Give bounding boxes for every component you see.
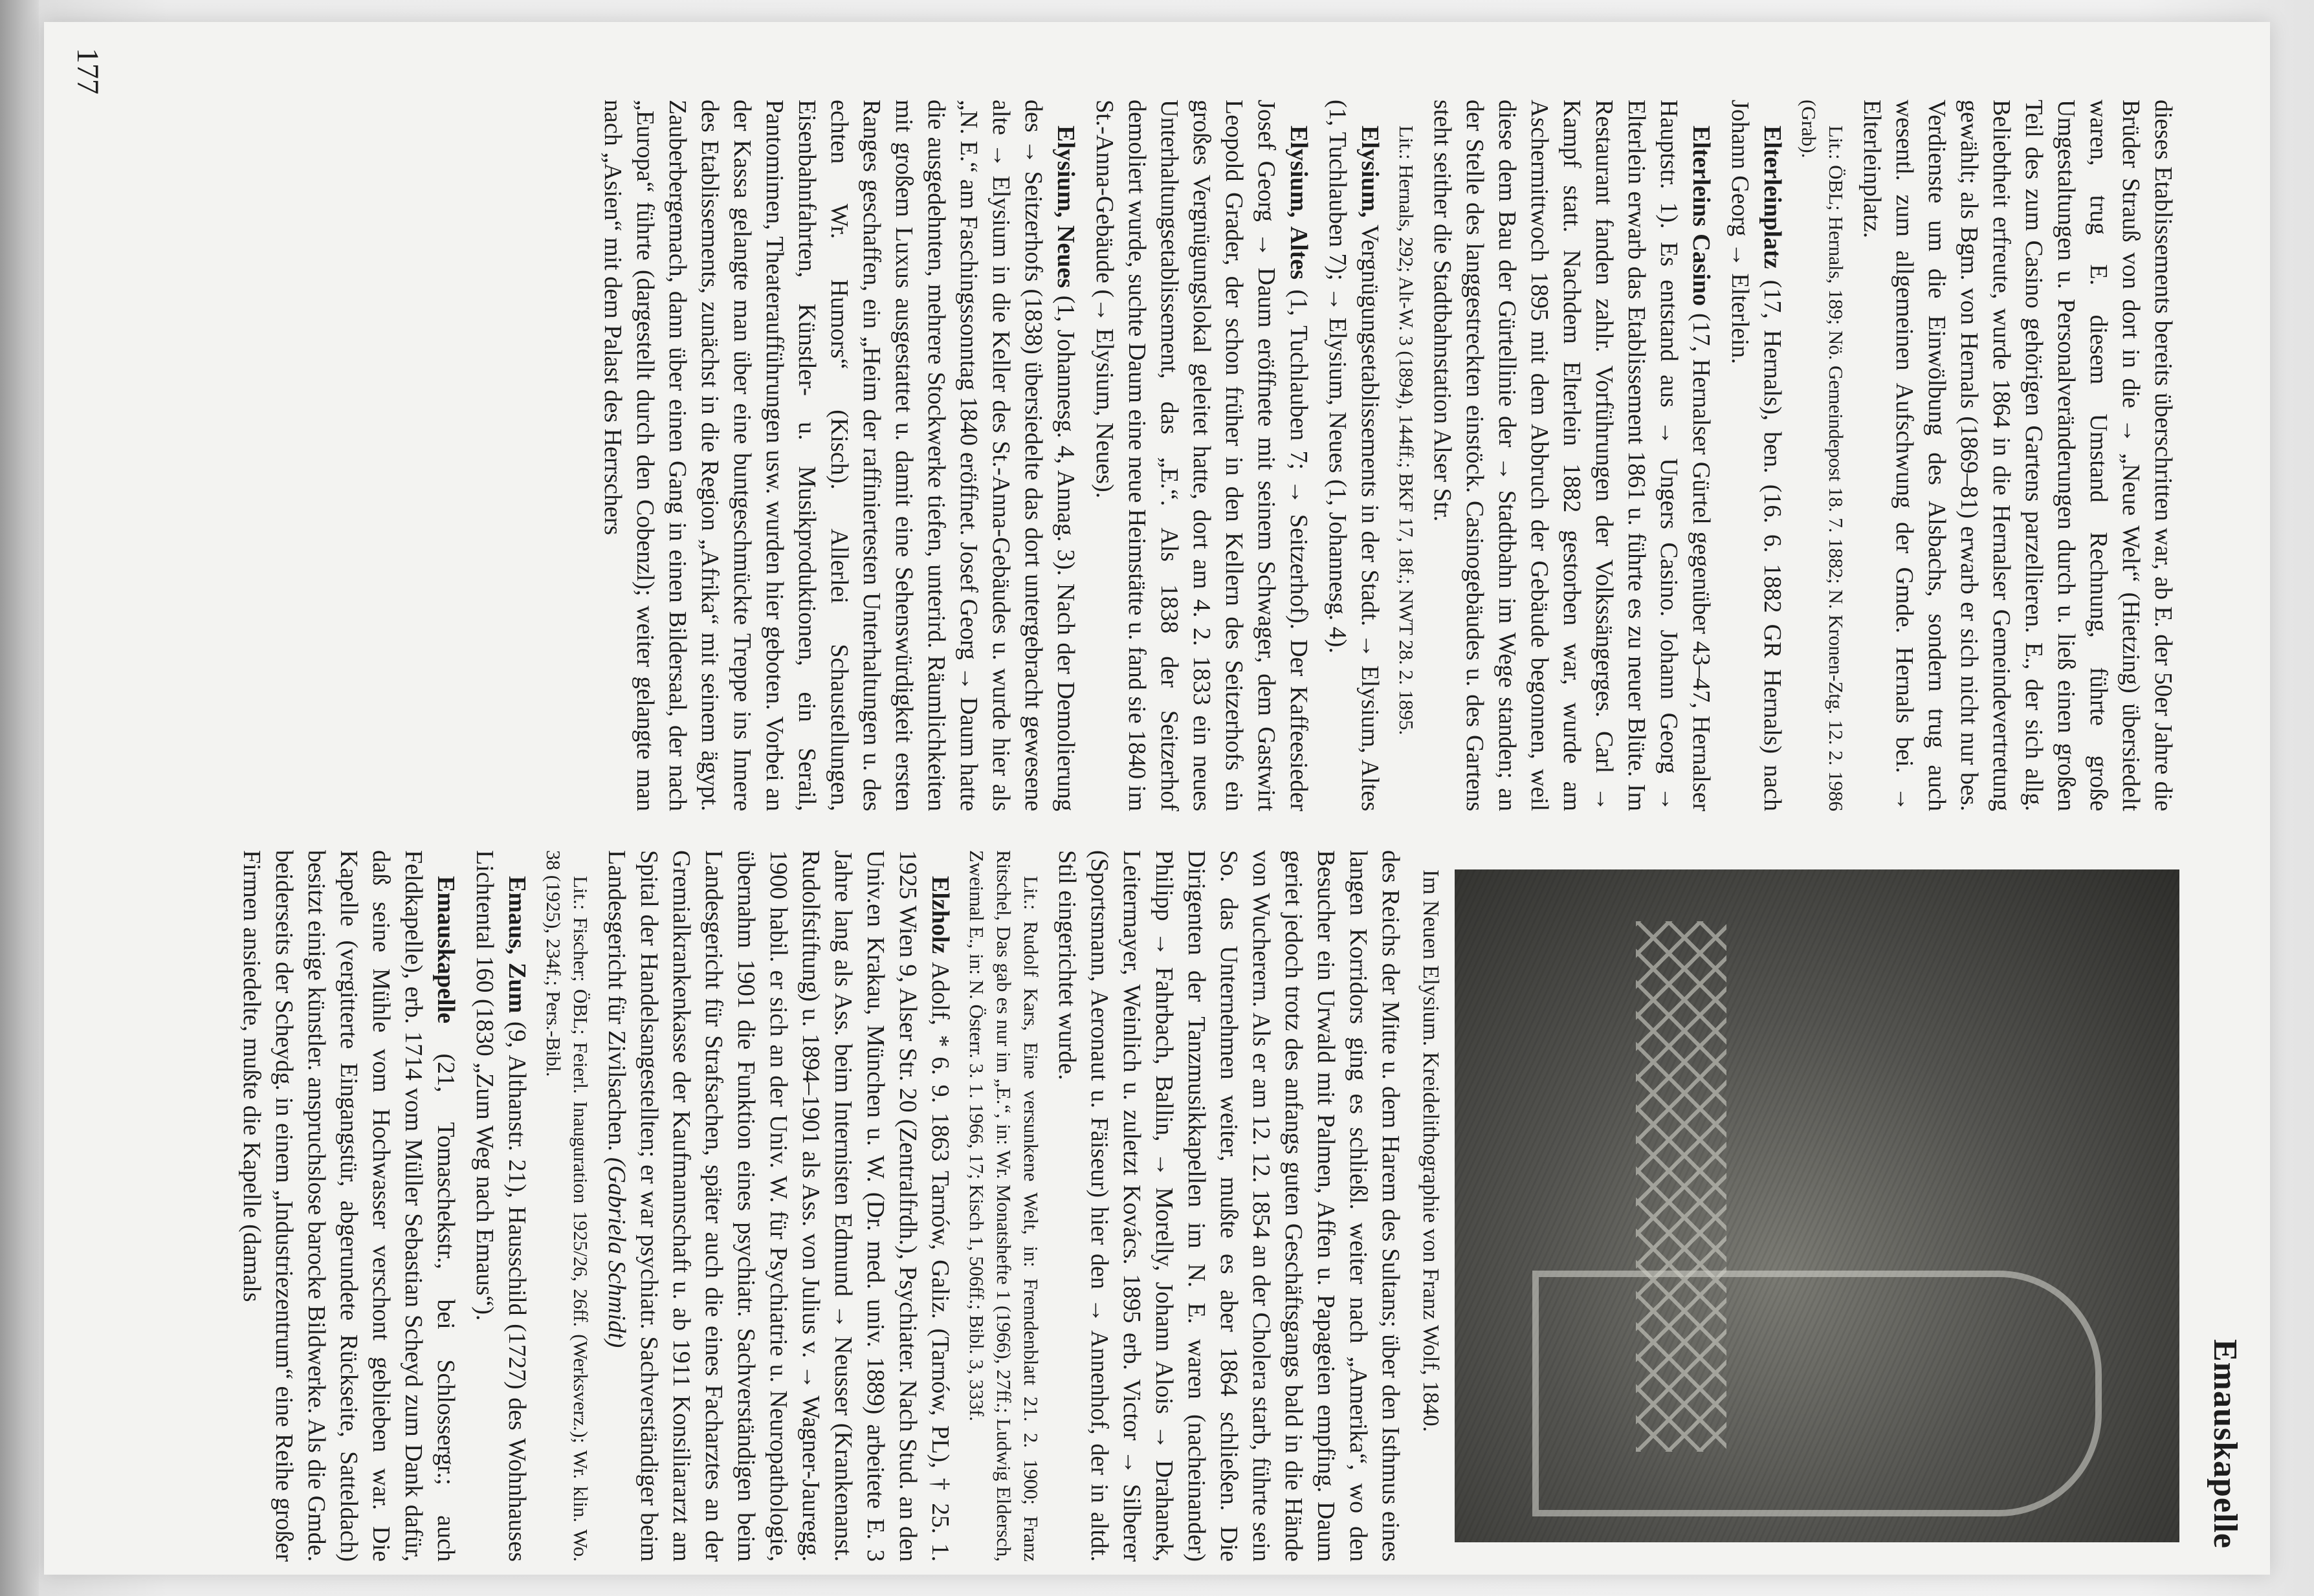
left-column [590, 100, 2179, 811]
page-number: 177 [71, 47, 105, 94]
right-column [229, 850, 2179, 1562]
entry-text: Adolf, * 6. 9. 1863 Tarnów, Galiz. (Tarnów, PL), † 25. 1. 1925 Wien 9, Alser Str. 20 (Zentralfrdh.), Psychiater. Nach Stud. an den Univ.en Krakau, München u. W. (Dr. med. univ. 1889) arbeitete E. 3 Jahre lang als Ass. beim Internisten Edmund → Neusser (Krankenanst. Rudolfstiftung) u. 1894–1901 als Ass. von Julius v. → Wagner-Jauregg. 1900 habil. er sich an der Univ. W. für Psychiatrie u. Neuropathologie, übernahm 1901 die Funktion eines psychiatr. Sachverständigen beim Landesgericht für Strafsachen, später auch die eines Facharztes an der Gremialkrankenkasse der Kaufmannschaft u. ab 1911 Konsiliararzt am Spital der Handelsangestellten; er war psychiatr. Sachverständiger beim Landesgericht für Zivilsachen. [603, 849, 954, 1562]
literature-note: Lit.: ÖBL; Hernals, 189; Nö. Gemeindepost 18. 7. 1882; N. Kronen-Ztg. 12. 2. 1986 (Grab). [1798, 99, 1847, 811]
entry-heading: Elysium, Altes [1285, 125, 1312, 279]
entry-text: (17, Hernalser Gürtel gegenüber 43–47, Hernalser Hauptstr. 1). Es entstand aus → Ungers Casino. Johann Georg → Elterlein erwarb das Etablissement 1861 u. führte es zu neuer Blüte. Im Restaurant fanden zahlr. Vorführungen der Volkssängerges. Carl → Kampf statt. Nachdem Elterlein 1882 gestorben war, wurde am Aschermittwoch 1895 mit dem Abbruch der Gebäude begonnen, weil diese dem Bau der Gürtellinie der → Stadtbahn im Wege standen; an der Stelle des langgestreckten einstöck. Casinogebäudes u. des Gartens steht seither die Stadtbahnstation Alser Str. [1429, 99, 1715, 811]
entry-heading: Emaus, Zum [503, 875, 531, 1013]
entry-elysium-neues [597, 100, 1082, 811]
entry-heading: Elysium, [1356, 125, 1383, 218]
figure-arch-shape [1532, 1271, 2102, 1516]
paragraph: dieses Etablissements bereits überschritten war, ab E. der 50er Jahre die Brüder Strauß von dort in die → „Neue Welt“ (Hietzing) übersiedelt waren, trug E. diesem Umstand Rechnung, führte große Umgestaltungen u. Personalveränderungen durch u. ließ einen großen Teil des zum Casino gehörigen Gartens parzellieren. E., der sich allg. Beliebtheit erfreute, wurde 1864 in die Hernalser Gemeindevertretung gewählt; als Bgm. von Hernals (1869–81) erwarb er sich nicht nur bes. Verdienste um die Einwölbung des Alsbachs, sondern trug auch wesentl. zum allgemeinen Aufschwung der Gmde. Hernals bei. → Elterleinplatz. [1858, 99, 2177, 811]
entry-author: (Gabriela Schmidt) [603, 1157, 630, 1348]
entry-elysium [1321, 100, 1386, 811]
figure-caption: Im Neuen Elysium. Kreidelithographie von Franz Wolf, 1840. [1418, 869, 1444, 1432]
book-gutter-shadow [0, 0, 39, 1596]
literature-note: Lit.: Fischer; ÖBL; Feierl. Inauguration 1925/26, 26ff. (Werksverz.); Wr. klin. Wo. 38 (1925), 234f.; Pers.-Bibl. [542, 849, 592, 1562]
paragraph: des Reichs der Mitte u. dem Harem des Sultans; über den Isthmus eines langen Korridors ging es schließl. weiter nach „Amerika“, wo den Besucher ein Urwald mit Palmen, Affen u. Papageien empfing. Daum geriet jedoch trotz des anfangs guten Geschäftsgangs bald in die Hände von Wucherern. Als er am 12. 12. 1854 an der Cholera starb, führte sein So. das Unternehmen weiter, mußte es aber 1864 schließen. Die Dirigenten der Tanzmusikkapellen im N. E. waren (nacheinander) Philipp → Fahrbach, Ballin, → Morelly, Johann Alois → Drahanek, Leitermayer, Weinlich u. zuletzt Kovács. 1895 erb. Victor → Silberer (Sportsmann, Aeronaut u. Fäiseur) hier den → Annenhof, der in altdt. Stil eingerichtet wurde. [1053, 849, 1404, 1562]
entry-elterleinplatz [1724, 100, 1789, 811]
entry-text: (1, Tuchlauben 7; → Seitzerhof). Der Kaffeesieder Josef Georg → Daum eröffnete mit seinem Schwager, dem Gastwirt Leopold Grader, der schon früher in den Kellern des Seitzerhofs ein großes Vergnügungslokal geleitet hatte, dort am 4. 2. 1833 ein neues Unterhaltungsetablissement, das „E.“. Als 1838 der Seitzerhof demoliert wurde, suchte Daum eine neue Heimstätte u. fand sie 1840 im St.-Anna-Gebäude (→ Elysium, Neues). [1091, 99, 1312, 811]
entry-text: (9, Althanstr. 21), Hausschild (1727) des Wohnhauses Lichtental 160 (1830 „Zum Weg nach Emaus“). [471, 849, 531, 1562]
entry-emaus-zum [468, 850, 533, 1562]
entry-text: (21, Tomaschekstr., bei Schlossergr.; auch Feldkapelle), erb. 1714 vom Müller Sebastian Scheyd zum Dank dafür, daß seine Mühle vom Hochwasser verschont geblieben war. Die Kapelle (vergitterte Eingangstür, abgerundete Rückseite, Satteldach) besitzt einige künstler. anspruchslose barocke Bildwerke. Als die Gmde. beiderseits der Scheydg. in einem „Industriezentrum“ eine Reihe großer Firmen ansiedelte, mußte die Kapelle (damals [238, 849, 459, 1562]
figure-lattice-shape [1636, 921, 1726, 1452]
entry-elysium-altes [1088, 100, 1315, 811]
entry-heading: Elysium, Neues [1052, 125, 1079, 288]
entry-text: Vergnügungsetablissements in der Stadt. → Elysium, Altes (1, Tuchlauben 7); → Elysium, Neues (1, Johannesg. 4). [1324, 99, 1383, 811]
book-page [44, 22, 2270, 1575]
running-head: Emauskapelle [2207, 1339, 2243, 1549]
entry-text: (1, Johannesg. 4, Annag. 3). Nach der Demolierung des → Seitzerhofs (1838) übersiedelte das dort untergebracht gewesene alte → Elysium in die Keller des St.-Anna-Gebäudes u. wurde hier als „N. E.“ am Faschingssonntag 1840 eröffnet. Josef Georg → Daum hatte die ausgedehnten, mehrere Stockwerke tiefen, unterird. Räumlichkeiten mit großem Luxus ausgestattet u. damit eine Sehenswürdigkeit ersten Ranges geschaffen, ein „Heim der raffiniertesten Unterhaltungen u. des echten Wr. Humors“ (Kisch). Allerlei Schaustellungen, Eisenbahnfahrten, Künstler- u. Musikproduktionen, ein Serail, Pantomimen, Theateraufführungen usw. wurden hier geboten. Vorbei an der Kassa gelangte man über eine buntgeschmückte Treppe ins Innere des Etablissements, zunächst in die Region „Afrika“ mit seinem ägypt. Zauberbergemach, dann über einen Gang in einen Bildersaal, der nach „Europa“ führte (dargestellt durch den Cobenzl); weiter gelangte man nach „Asien“ mit dem Palast des Herrschers [599, 99, 1079, 811]
entry-heading: Elterleins Casino [1688, 125, 1715, 306]
entry-heading: Elzholz [927, 875, 954, 954]
literature-note: Lit.: Hernals, 292; Alt-W. 3 (1894), 144ff.; BKF 17, 18f.; NWT 28. 2. 1895. [1395, 125, 1418, 735]
entry-emauskapelle [236, 850, 462, 1562]
entry-text: (17, Hernals), ben. (16. 6. 1882 GR Hernals) nach Johann Georg → Elterlein. [1726, 99, 1786, 811]
lithograph-figure [1455, 869, 2179, 1542]
entry-heading: Emauskapelle [432, 875, 459, 1023]
entry-heading: Elterleinplatz [1759, 125, 1786, 269]
entry-elterleins-casino [1426, 100, 1717, 811]
entry-elzholz [601, 850, 956, 1562]
literature-note: Lit.: Rudolf Kars, Eine versunkene Welt, in: Fremdenblatt 21. 2. 1900; Franz Ritschel, Das gab es nur im „E.“, in: Wr. Monatshefte 1 (1966), 27ff.; Ludwig Eldersch, Zweimal E., in: N. Österr. 3. 1. 1966, 17; Kisch 1, 506ff.; Bibl. 3, 333f. [965, 849, 1042, 1562]
